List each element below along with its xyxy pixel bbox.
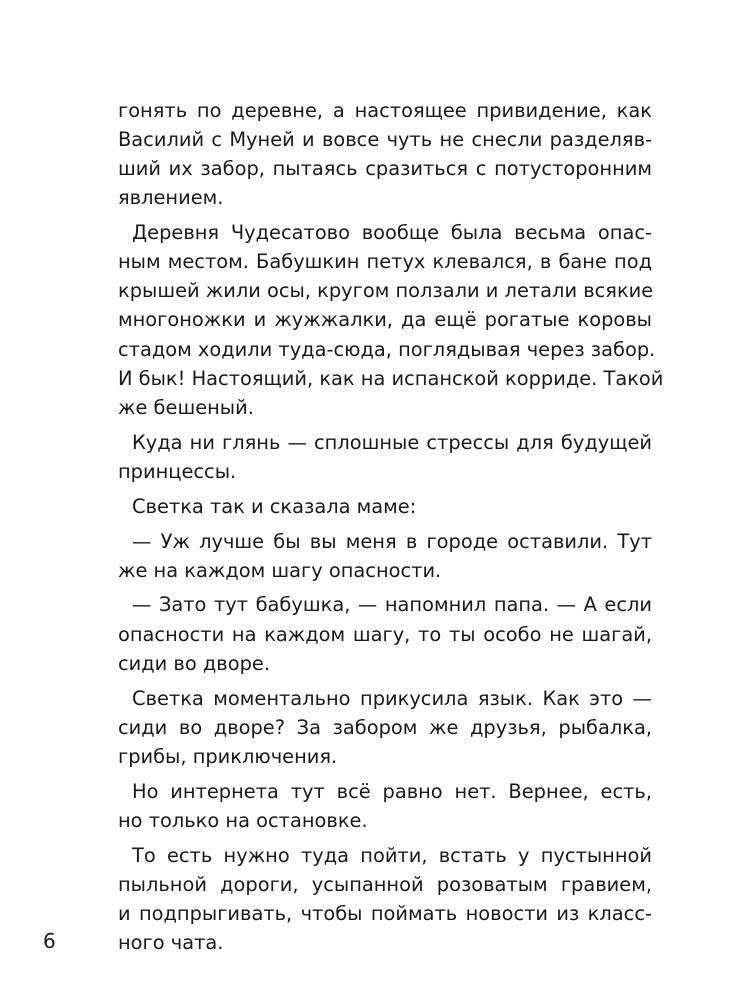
body-text (118, 96, 664, 957)
text-line: же на каждом шагу опасности. (118, 558, 442, 582)
page-number: 6 (43, 929, 56, 953)
text-line: гонять по деревне, а настоящее привидение, как (118, 99, 652, 122)
text-line: крышей жили осы, кругом ползали и летали всякие (118, 279, 654, 303)
text-line: Светка так и сказала маме: (132, 494, 417, 518)
text-line: явлением. (118, 186, 224, 210)
text-line: И бык! Настоящий, как на испанской корриде. Такой (118, 366, 664, 390)
text-line: принцессы. (118, 459, 237, 483)
paragraph (118, 492, 652, 521)
text-line: Светка моментально прикусила язык. Как это — (132, 686, 652, 710)
paragraph (118, 218, 664, 422)
text-line: пыльной дороги, усыпанной розоватым гравием, (118, 872, 652, 896)
text-line: — Уж лучше бы вы меня в городе оставили. Тут (132, 529, 652, 553)
text-line: но только на остановке. (118, 808, 368, 832)
text-line: грибы, приключения. (118, 744, 338, 768)
text-line: — Зато тут бабушка, — напомнил папа. — А если (132, 593, 652, 617)
text-line: опасности на каждом шагу, то ты особо не шагай, (118, 622, 652, 646)
paragraph (118, 428, 652, 486)
text-line: Деревня Чудесатово вообще была весьма опас- (132, 221, 652, 245)
paragraph (118, 590, 652, 677)
paragraph (118, 841, 652, 957)
text-line: ший их забор, пытаясь сразиться с потусторонним (118, 157, 652, 181)
text-line: Но интернета тут всё равно нет. Вернее, есть, (132, 779, 652, 803)
text-line: ного чата. (118, 930, 224, 954)
text-line: же бешеный. (118, 395, 254, 419)
paragraph (118, 96, 652, 212)
text-line: Василий с Муней и вовсе чуть не снесли разделяв- (118, 128, 652, 152)
paragraph (118, 527, 652, 585)
paragraph (118, 777, 652, 835)
text-line: многоножки и жужжалки, да ещё рогатые коровы (118, 308, 652, 332)
text-line: ным местом. Бабушкин петух клевался, в бане под (118, 250, 652, 274)
text-line: стадом ходили туда-сюда, поглядывая через забор. (118, 337, 656, 361)
text-line: То есть нужно туда пойти, встать у пустынной (132, 843, 652, 867)
text-line: сиди во дворе. (118, 651, 270, 675)
text-line: сиди во дворе? За забором же друзья, рыбалка, (118, 715, 652, 739)
text-line: Куда ни глянь — сплошные стрессы для будущей (132, 430, 652, 454)
text-line: и подпрыгивать, чтобы поймать новости из класс- (118, 901, 652, 925)
paragraph (118, 684, 652, 771)
